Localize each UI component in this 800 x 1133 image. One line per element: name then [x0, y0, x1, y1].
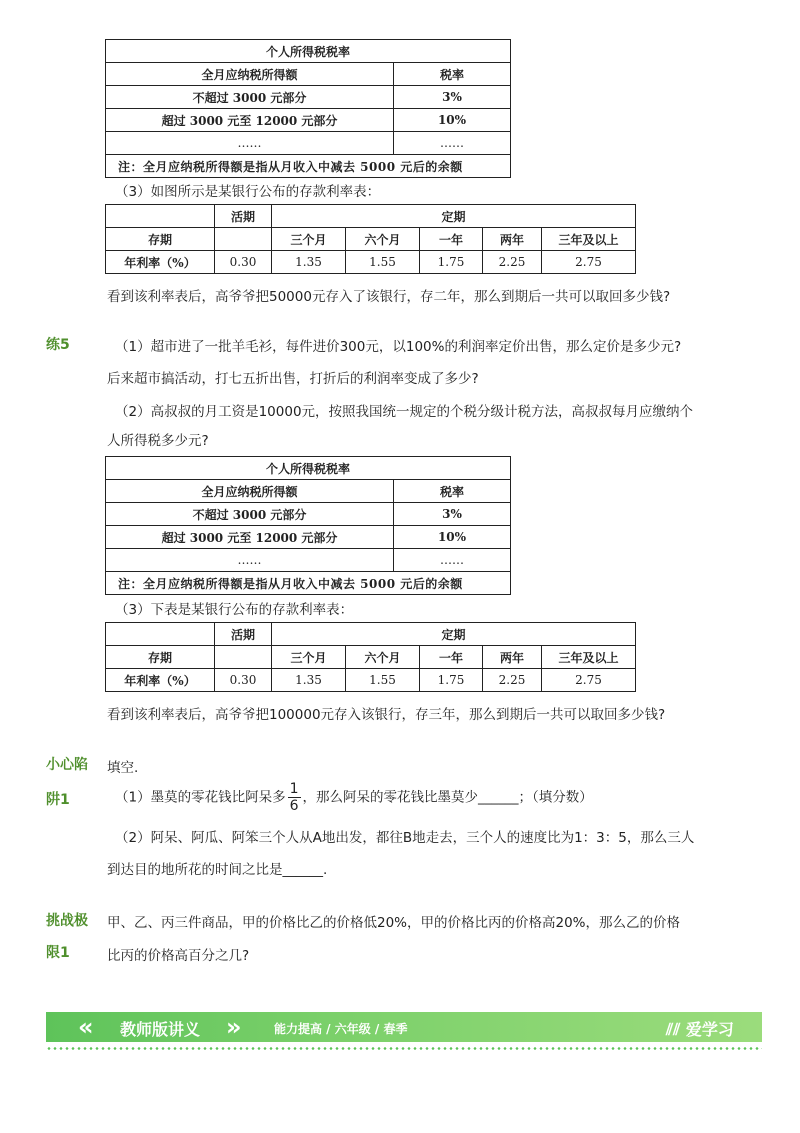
rate-row-label: 年利率（%）	[106, 251, 215, 274]
chevron-right-icon: »	[226, 1013, 242, 1041]
tax-income-cell: 超过 3000 元至 12000 元部分	[106, 109, 394, 132]
ex5-q1-line2: 后来超市搞活动，打七五折出售，打折后的利润率变成了多少?	[107, 371, 479, 387]
rate-value-cell: 0.30	[215, 669, 272, 692]
table-row	[106, 109, 511, 132]
rate-term-header: 六个月	[346, 646, 420, 669]
trap-q2-line1: （2）阿呆、阿瓜、阿笨三个人从A地出发，都往B地走去，三个人的速度比为1：3：5，那么三人	[115, 830, 695, 846]
ex5-q2-line1: （2）高叔叔的月工资是10000元，按照我国统一规定的个税分级计税方法，高叔叔每月应缴纳个	[115, 404, 694, 420]
rate-value-cell: 2.25	[483, 669, 542, 692]
trap-q1	[115, 781, 593, 814]
rate-value-cell: 1.75	[420, 669, 483, 692]
block1-q3-intro: （3）如图所示是某银行公布的存款利率表：	[115, 184, 381, 200]
tax-rate-table-1	[105, 39, 511, 178]
tax-table-title: 个人所得税税率	[106, 457, 511, 480]
trap-1-label-line1: 小心陷	[46, 757, 88, 773]
tax-income-cell: 不超过 3000 元部分	[106, 86, 394, 109]
footer-tag: 能力提高 / 六年级 / 春季	[274, 1022, 408, 1036]
chevron-left-icon: «	[78, 1013, 94, 1041]
ex5-q1-line1: （1）超市进了一批羊毛衫，每件进价300元，以100%的利润率定价出售，那么定价是多少元?	[115, 339, 682, 355]
rate-term-label: 存期	[106, 228, 215, 251]
block1-q3-question: 看到该利率表后，高爷爷把50000元存入了该银行，存二年，那么到期后一共可以取回多少钱?	[107, 289, 671, 305]
tax-col-rate: 税率	[394, 480, 511, 503]
tax-rate-cell: ……	[394, 132, 511, 155]
challenge-1-label-line1: 挑战极	[46, 913, 88, 929]
rate-fixed-header: 定期	[272, 205, 636, 228]
rate-term-header: 六个月	[346, 228, 420, 251]
tax-rate-cell: 3%	[394, 86, 511, 109]
challenge-1-label-line2: 限1	[46, 945, 70, 961]
deposit-rate-table-2	[105, 622, 636, 692]
tax-income-cell: 超过 3000 元至 12000 元部分	[106, 526, 394, 549]
rate-term-header: 一年	[420, 228, 483, 251]
tax-income-cell: ……	[106, 132, 394, 155]
rate-term-header: 三个月	[272, 646, 346, 669]
rate-value-cell: 1.55	[346, 251, 420, 274]
tax-rate-table-2	[105, 456, 511, 595]
trap-q2-line2: 到达目的地所花的时间之比是______.	[107, 862, 328, 878]
rate-fixed-header: 定期	[272, 623, 636, 646]
rate-value-cell: 1.75	[420, 251, 483, 274]
rate-value-cell: 1.35	[272, 669, 346, 692]
table-row	[106, 132, 511, 155]
rate-corner-cell	[106, 205, 215, 228]
trap-q1-pre: （1）墨莫的零花钱比阿呆多	[115, 789, 286, 806]
table-row	[106, 251, 636, 274]
trap-1-label-line2: 阱1	[46, 792, 70, 808]
table-row	[106, 669, 636, 692]
tax-rate-cell: ……	[394, 549, 511, 572]
fraction-numerator: 1	[289, 781, 299, 797]
rate-term-header: 三年及以上	[542, 228, 636, 251]
table-row	[106, 549, 511, 572]
tax-rate-cell: 10%	[394, 526, 511, 549]
footer-banner	[46, 1012, 762, 1042]
footer-title: 教师版讲义	[120, 1020, 201, 1039]
rate-value-cell: 0.30	[215, 251, 272, 274]
tax-table-title: 个人所得税税率	[106, 40, 511, 63]
deposit-rate-table-1	[105, 204, 636, 274]
rate-term-header: 三个月	[272, 228, 346, 251]
tax-col-rate: 税率	[394, 63, 511, 86]
ex5-q2-line2: 人所得税多少元?	[107, 433, 209, 449]
tax-col-income: 全月应纳税所得额	[106, 480, 394, 503]
table-row	[106, 503, 511, 526]
tax-rate-cell: 3%	[394, 503, 511, 526]
rate-empty-cell	[215, 646, 272, 669]
rate-term-header: 两年	[483, 646, 542, 669]
tax-table-note: 注：全月应纳税所得额是指从月收入中减去 5000 元后的余额	[106, 155, 511, 178]
rate-corner-cell	[106, 623, 215, 646]
exercise-5-label: 练5	[46, 337, 70, 353]
rate-value-cell: 1.35	[272, 251, 346, 274]
challenge-line1: 甲、乙、丙三件商品，甲的价格比乙的价格低20%，甲的价格比丙的价格高20%，那么乙的价格	[107, 915, 681, 931]
ex5-q3-question: 看到该利率表后，高爷爷把100000元存入该银行，存三年，那么到期后一共可以取回多少钱?	[107, 707, 666, 723]
table-row	[106, 526, 511, 549]
rate-term-header: 一年	[420, 646, 483, 669]
rate-value-cell: 2.75	[542, 669, 636, 692]
trap-intro: 填空.	[107, 760, 139, 776]
rate-value-cell: 2.25	[483, 251, 542, 274]
rate-term-header: 两年	[483, 228, 542, 251]
logo-mark-icon: ⫽⫽	[666, 1020, 686, 1039]
rate-empty-cell	[215, 228, 272, 251]
footer-logo	[666, 1017, 734, 1040]
rate-current-header: 活期	[215, 623, 272, 646]
challenge-line2: 比丙的价格高百分之几?	[107, 948, 250, 964]
tax-col-income: 全月应纳税所得额	[106, 63, 394, 86]
tax-table-note: 注：全月应纳税所得额是指从月收入中减去 5000 元后的余额	[106, 572, 511, 595]
table-row	[106, 86, 511, 109]
footer-dotted-line	[46, 1047, 762, 1050]
rate-term-header: 三年及以上	[542, 646, 636, 669]
rate-current-header: 活期	[215, 205, 272, 228]
rate-value-cell: 1.55	[346, 669, 420, 692]
tax-income-cell: 不超过 3000 元部分	[106, 503, 394, 526]
footer-logo-text: 爱学习	[685, 1020, 734, 1039]
ex5-q3-intro: （3）下表是某银行公布的存款利率表：	[115, 602, 354, 618]
fraction	[288, 781, 301, 814]
trap-q1-post: ，那么阿呆的零花钱比墨莫少______；（填分数）	[302, 789, 593, 806]
fraction-denominator: 6	[289, 798, 299, 814]
rate-row-label: 年利率（%）	[106, 669, 215, 692]
tax-rate-cell: 10%	[394, 109, 511, 132]
tax-income-cell: ……	[106, 549, 394, 572]
rate-term-label: 存期	[106, 646, 215, 669]
rate-value-cell: 2.75	[542, 251, 636, 274]
